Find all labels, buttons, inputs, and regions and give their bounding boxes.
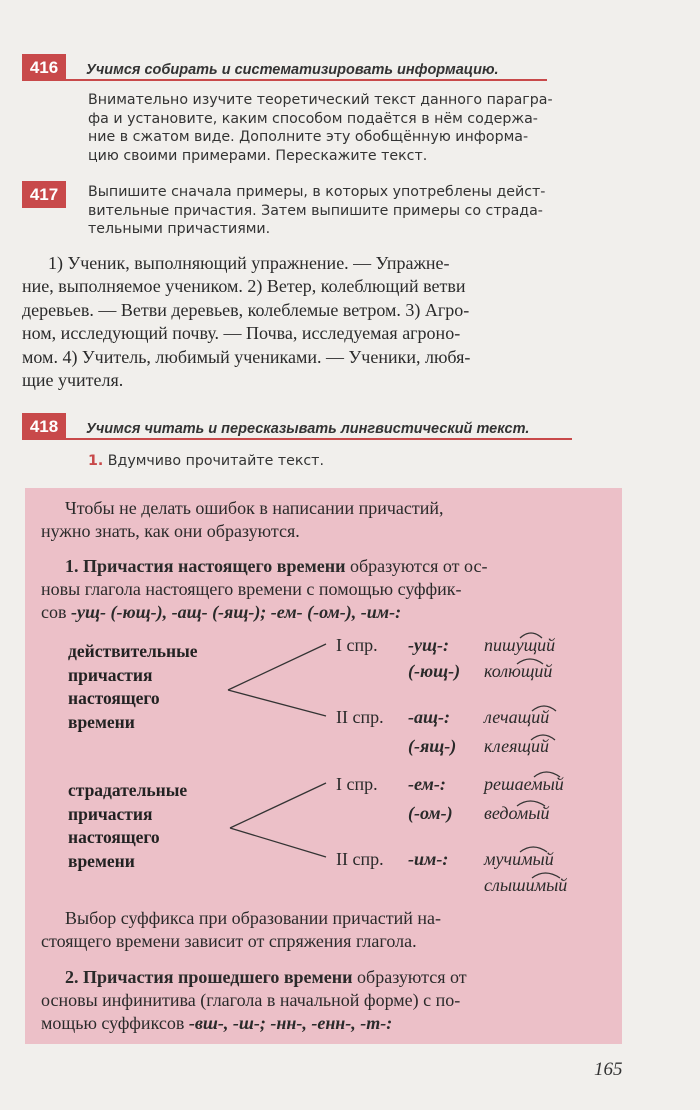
suffix-label: (-ящ-) [408, 736, 457, 756]
suffix-label: -ем-: [408, 774, 446, 794]
label-line: времени [68, 711, 135, 732]
label-line: страдательные [68, 780, 188, 800]
suffix-list: -вш-, -ш-; -нн-, -енн-, -т-: [188, 1013, 393, 1033]
text-line: Чтобы не делать ошибок в написании причастий, [65, 498, 444, 518]
page-number: 165 [594, 1059, 623, 1080]
example-word: мучимый [484, 849, 554, 869]
rule-1-heading: 1. Причастия настоящего времени [65, 556, 346, 576]
branch-line [228, 690, 326, 716]
exercise-number-417: 417 [22, 181, 66, 208]
suffix-arc [517, 659, 543, 664]
conjugation-label: II спр. [336, 707, 384, 727]
suffix-label: -ущ-: [408, 635, 449, 655]
example-word: ведомый [484, 803, 550, 823]
branch-line [230, 828, 326, 857]
suffix-label: -ащ-: [408, 707, 450, 727]
suffix-arc [520, 633, 542, 638]
exercise-418-title: Учимся читать и пересказывать лингвистический текст. [86, 421, 530, 437]
suffix-arc [532, 706, 556, 711]
example-word: пишущий [484, 635, 556, 655]
rule-2-heading: 2. Причастия прошедшего времени [65, 967, 353, 987]
task-1-number: 1. [88, 453, 104, 469]
suffix-label: (-ющ-) [408, 661, 461, 681]
text-line: образуются от [352, 967, 467, 987]
text-line: мощью суффиксов [41, 1013, 189, 1033]
suffix-list: -ущ- (-ющ-), -ащ- (-ящ-); -ем- (-ом-), -им-: [71, 602, 402, 622]
example-line: ном, исследующий почву. — Почва, исследуемая агроно- [22, 323, 461, 344]
suffix-label: (-ом-) [408, 803, 453, 823]
conjugation-label: II спр. [336, 849, 384, 869]
example-word: слышимый [484, 875, 568, 895]
label-line: причастия [68, 664, 153, 685]
label-line: настоящего [68, 827, 160, 847]
conjugation-label: I спр. [336, 774, 378, 794]
text-line: нужно знать, как они образуются. [41, 521, 300, 541]
exercise-number-418: 418 [22, 413, 66, 440]
branch-line [230, 783, 326, 828]
example-line: деревьев. — Ветви деревьев, колеблемые ветром. 3) Агро- [22, 299, 470, 320]
suffix-choice-text [41, 907, 621, 953]
suffix-arc [532, 873, 560, 878]
text-line: образуются от ос- [345, 556, 488, 576]
label-line: настоящего [68, 688, 160, 708]
label-line: времени [68, 850, 135, 871]
text-line: тельными причастиями. [88, 221, 271, 238]
text-line: основы инфинитива (глагола в начальной форме) с по- [41, 990, 461, 1010]
text-line: стоящего времени зависит от спряжения глагола. [41, 931, 417, 951]
text-line: фа и установите, каким способом подаётся в нём содержа- [88, 110, 538, 127]
example-word: решаемый [484, 774, 564, 794]
task-1-text: Вдумчиво прочитайте текст. [107, 453, 324, 469]
text-line: новы глагола настоящего времени с помощью суффик- [41, 579, 462, 599]
exercise-number-416: 416 [22, 54, 66, 81]
text-line: ние в сжатом виде. Дополните эту обобщённую информа- [88, 129, 529, 146]
exercise-416-title: Учимся собирать и систематизировать информацию. [86, 62, 499, 78]
suffix-arc [534, 772, 560, 777]
suffix-arc [517, 801, 545, 806]
text-line: сов [41, 602, 71, 622]
example-word: лечащий [484, 707, 550, 727]
example-line: щие учителя. [22, 370, 124, 391]
label-line: причастия [68, 803, 153, 824]
example-line: 1) Ученик, выполняющий упражнение. — Упражне- [48, 253, 450, 273]
text-line: вительные причастия. Затем выпишите примеры со страда- [88, 202, 543, 219]
text-line: Выпишите сначала примеры, в которых употреблены дейст- [88, 184, 546, 200]
text-line: Внимательно изучите теоретический текст данного парагра- [88, 92, 553, 108]
conjugation-label: I спр. [336, 635, 378, 655]
example-line: мом. 4) Учитель, любимый учениками. — Ученики, любя- [22, 346, 471, 367]
example-line: ние, выполняемое учеником. 2) Ветер, колеблющий ветви [22, 276, 466, 297]
example-word: клеящий [484, 736, 550, 756]
example-word: колющий [484, 661, 553, 681]
suffix-arc [520, 847, 547, 852]
suffix-label: -им-: [408, 849, 449, 869]
text-line: цию своими примерами. Перескажите текст. [88, 147, 428, 164]
label-line: действительные [68, 641, 198, 661]
branch-line [228, 644, 326, 690]
rule-paragraph-2 [41, 966, 621, 1035]
text-line: Выбор суффикса при образовании причастий на- [65, 908, 442, 928]
suffix-arc [531, 735, 555, 740]
